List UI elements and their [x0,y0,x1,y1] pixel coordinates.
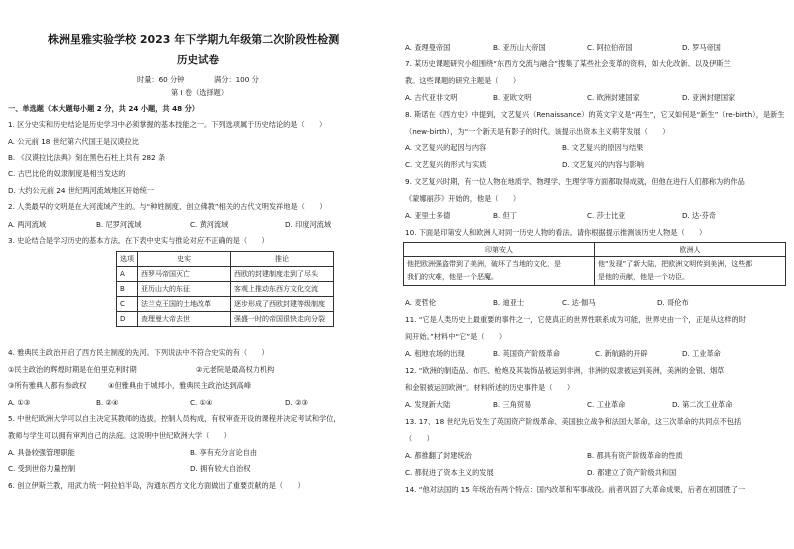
q12-option-b[interactable]: B. 三角贸易 [493,400,532,409]
section-title: 一、单选题（本大题每小题 2 分，共 24 小题，共 48 分） [8,104,199,113]
table-row [117,282,334,297]
q9-stem-line1: 9. 文艺复兴时期，有一位人物在地质学、物理学、生理学等方面都取得成就，但他在进行人们都称为的作品 [405,177,745,186]
q8-option-b[interactable]: B. 文艺复兴的原因与结果 [562,143,644,152]
q10-col-indians: 印第安人 [404,243,595,257]
table-cell [404,257,595,286]
q1-option-c[interactable]: C. 古巴比伦的奴隶制度是相当发达的 [8,169,126,178]
q5-option-c[interactable]: C. 受到世俗力量控制 [8,464,76,473]
q4-statement-2: ②元老院是最高权力机构 [196,365,275,374]
exam-time: 时量：60 分钟 [137,75,185,84]
q9-option-c[interactable]: C. 莎士比亚 [587,211,626,220]
table-cell: B [117,282,138,297]
q10-stem: 10. 下面是印第安人和欧洲人对同一历史人物的看法。请你根据提示推测该历史人物是（ ） [405,228,707,237]
q8-option-c[interactable]: C. 文艺复兴的形式与实质 [405,160,487,169]
table-row [117,267,334,282]
q12-option-c[interactable]: C. 工业革命 [587,400,626,409]
q3-col-inference: 推论 [231,252,334,267]
q13-stem-line1: 13. 17、18 世纪先后发生了英国资产阶级革命、美国独立战争和法国大革命，这三次革命的共同点不包括 [405,417,742,426]
q4-statement-1: ①民主政治的辉煌时期是在伯里克利时期 [8,365,137,374]
q7-stem-line1: 7. 某历史课题研究小组围绕“东西方交流与融合”搜集了某些社会变革的资料，如大化改新、以及伊斯兰 [405,59,731,68]
q9-option-a[interactable]: A. 亚里士多德 [405,211,451,220]
q10-option-a[interactable]: A. 麦哲伦 [405,298,436,307]
q10-option-b[interactable]: B. 迪亚士 [493,298,525,307]
q6-option-a[interactable]: A. 查理曼帝国 [405,43,451,52]
table-cell: 亚历山大的东征 [138,282,231,297]
q5-option-b[interactable]: B. 享有充分言论自由 [190,448,258,457]
q7-option-b[interactable]: B. 亚欧文明 [493,93,532,102]
q4-statement-3: ③所有雅典人都有参政权 [8,381,87,390]
q12-stem-line2: 和金银被运回欧洲”。材料所述的历史事件是（ ） [405,383,575,392]
exam-score: 满分：100 分 [214,75,259,84]
q10-option-d[interactable]: D. 哥伦布 [657,298,689,307]
table-cell: 西欧的封建制度走到了尽头 [231,267,334,282]
q1-option-a[interactable]: A. 公元前 18 世纪第六代国王是汉谟拉比 [8,137,139,146]
q2-option-b[interactable]: B. 尼罗河流域 [96,220,142,229]
table-cell: 查理曼大帝去世 [138,312,231,327]
exam-title: 株洲星雅实验学校 2023 年下学期九年级第二次阶段性检测 [48,33,340,46]
q13-option-a[interactable]: A. 都推翻了封建统治 [405,451,472,460]
table-cell: 客观上推动东西方文化交流 [231,282,334,297]
q10-table [403,242,786,286]
table-cell: 西罗马帝国灭亡 [138,267,231,282]
q11-stem-line1: 11. “它是人类历史上最重要的事件之一，它使真正的世界性联系成为可能，世界史由一个，正是从这样的时 [405,315,746,324]
q11-option-d[interactable]: D. 工业革命 [682,349,721,358]
q4-option-c[interactable]: C. ①④ [190,398,213,407]
q5-stem-line2: 教师与学生可以拥有审判自己的法庭。这说明中世纪欧洲大学（ ） [8,431,231,440]
q14-stem-line1: 14. “他对法国的 15 年统治有两个特点：国内改革和军事战役。前者巩固了大革命成果，后者在初国胜了一 [405,485,746,494]
q1-stem: 1. 区分史实和历史结论是历史学习中必须掌握的基本技能之一。下列选项属于历史结论的是（ ） [8,120,327,129]
q8-option-a[interactable]: A. 文艺复兴的起因与内容 [405,143,487,152]
exam-subtitle: 历史试卷 [177,54,219,66]
q2-option-d[interactable]: D. 印度河流域 [285,220,332,229]
q8-option-d[interactable]: D. 文艺复兴的内容与影响 [562,160,644,169]
q5-stem-line1: 5. 中世纪欧洲大学可以自主决定其教师的选拔，控制人员构成，有权审查开设的课程并决定考试和学位， [8,414,341,423]
q4-statement-4: ④但雅典由于城邦小，雅典民主政治达到高峰 [108,381,252,390]
q4-option-b[interactable]: B. ②④ [96,398,119,407]
q4-stem: 4. 雅典民主政治开启了西方民主制度的先河。下列说法中不符合史实的有（ ） [8,348,269,357]
q6-option-c[interactable]: C. 阿拉伯帝国 [587,43,633,52]
table-cell: 法兰克王国的土地改革 [138,297,231,312]
q7-stem-line2: 教。这些课题的研究主题是（ ） [405,76,521,85]
q13-option-c[interactable]: C. 都促进了资本主义的发展 [405,468,494,477]
q12-option-d[interactable]: D. 第二次工业革命 [672,400,733,409]
table-cell: C [117,297,138,312]
q8-stem-line2: （new-birth），为“一个新天是有影子的时代。该提示出资本主义萌芽发展（ ） [405,127,670,136]
q3-table-header [117,252,334,267]
q4-option-d[interactable]: D. ②③ [285,398,308,407]
q3-table [116,251,334,327]
q9-option-d[interactable]: D. 达·芬奇 [682,211,716,220]
q9-option-b[interactable]: B. 但丁 [493,211,517,220]
q10-col-europeans: 欧洲人 [595,243,786,257]
q11-option-c[interactable]: C. 新航路的开辟 [595,349,648,358]
q3-col-fact: 史实 [138,252,231,267]
table-cell [595,257,786,286]
q2-stem: 2. 人类最早的文明是在大河流域产生的。与“种姓制度、创立佛教”相关的古代文明发祥地是（ ） [8,202,327,211]
q13-option-b[interactable]: B. 都具有资产阶级革命的性质 [587,451,683,460]
table-cell: A [117,267,138,282]
q5-option-d[interactable]: D. 拥有较大自治权 [190,464,251,473]
q10-european-view-line2: 是他的贡献，他是一个功臣。 [598,273,689,281]
q3-col-option: 选项 [117,252,138,267]
q1-option-b[interactable]: B. 《汉谟拉比法典》刻在黑色石柱上共有 282 条 [8,153,166,162]
q12-option-a[interactable]: A. 发现新大陆 [405,400,451,409]
q6-stem: 6. 创立伊斯兰教，用武力统一阿拉伯半岛，沟通东西方文化方面做出了重要贡献的是（ ） [8,481,305,490]
q8-stem-line1: 8. 斯诺在《西方史》中提到，文艺复兴（Renaissance）的英文字义是“再生”，它又如何是“新生”（re-birth），是新生 [405,110,785,119]
q12-stem-line1: 12. “欧洲的制造品、布匹、枪炮及其装饰品被运到非洲，非洲的奴隶被运到美洲，美洲的金银、烟草 [405,366,725,375]
q5-option-a[interactable]: A. 具备较强管理职能 [8,448,75,457]
q7-option-a[interactable]: A. 古代亚非文明 [405,93,458,102]
table-cell: 强盛一时的帝国很快走向分裂 [231,312,334,327]
q7-option-c[interactable]: C. 欧洲封建国家 [587,93,640,102]
table-row [117,312,334,327]
table-cell: 逐步形成了西欧封建等级制度 [231,297,334,312]
q4-option-a[interactable]: A. ①③ [8,398,31,407]
q9-stem-line2: 《蒙娜丽莎》开始的，他是（ ） [405,194,521,203]
right-column [397,0,794,549]
q1-option-d[interactable]: D. 大约公元前 24 世纪两河流域地区开始统一 [8,186,155,195]
q7-option-d[interactable]: D. 亚洲封建国家 [682,93,736,102]
q3-stem: 3. 史论结合是学习历史的基本方法。在下表中史实与推论对应不正确的是（ ） [8,236,269,245]
q13-stem-line2: （ ） [405,434,434,443]
volume-label: 第 I 卷（选择题） [171,88,229,97]
q2-option-a[interactable]: A. 两河流域 [8,220,47,229]
table-cell: D [117,312,138,327]
q11-option-a[interactable]: A. 租地农场的出现 [405,349,465,358]
q10-option-c[interactable]: C. 达·伽马 [562,298,596,307]
q11-option-b[interactable]: B. 英国资产阶级革命 [493,349,561,358]
q10-table-header [404,243,786,257]
q10-european-view-line1: 他“发现”了新大陆，把欧洲文明传到美洲，这些都 [598,260,753,268]
q6-option-b[interactable]: B. 亚历山大帝国 [493,43,546,52]
q2-option-c[interactable]: C. 黄河流域 [190,220,229,229]
q10-indian-view-line1: 他把欧洲强盗带到了美洲，破坏了当地的文化，是 [407,260,561,268]
q10-indian-view-line2: 我们的灾难，他是一个恶魔。 [407,273,498,281]
q11-stem-line2: 间开始。”材料中“它”是（ ） [405,332,507,341]
table-row [404,257,786,286]
q6-option-d[interactable]: D. 罗马帝国 [682,43,721,52]
q13-option-d[interactable]: D. 都建立了资产阶级共和国 [587,468,677,477]
table-row [117,297,334,312]
